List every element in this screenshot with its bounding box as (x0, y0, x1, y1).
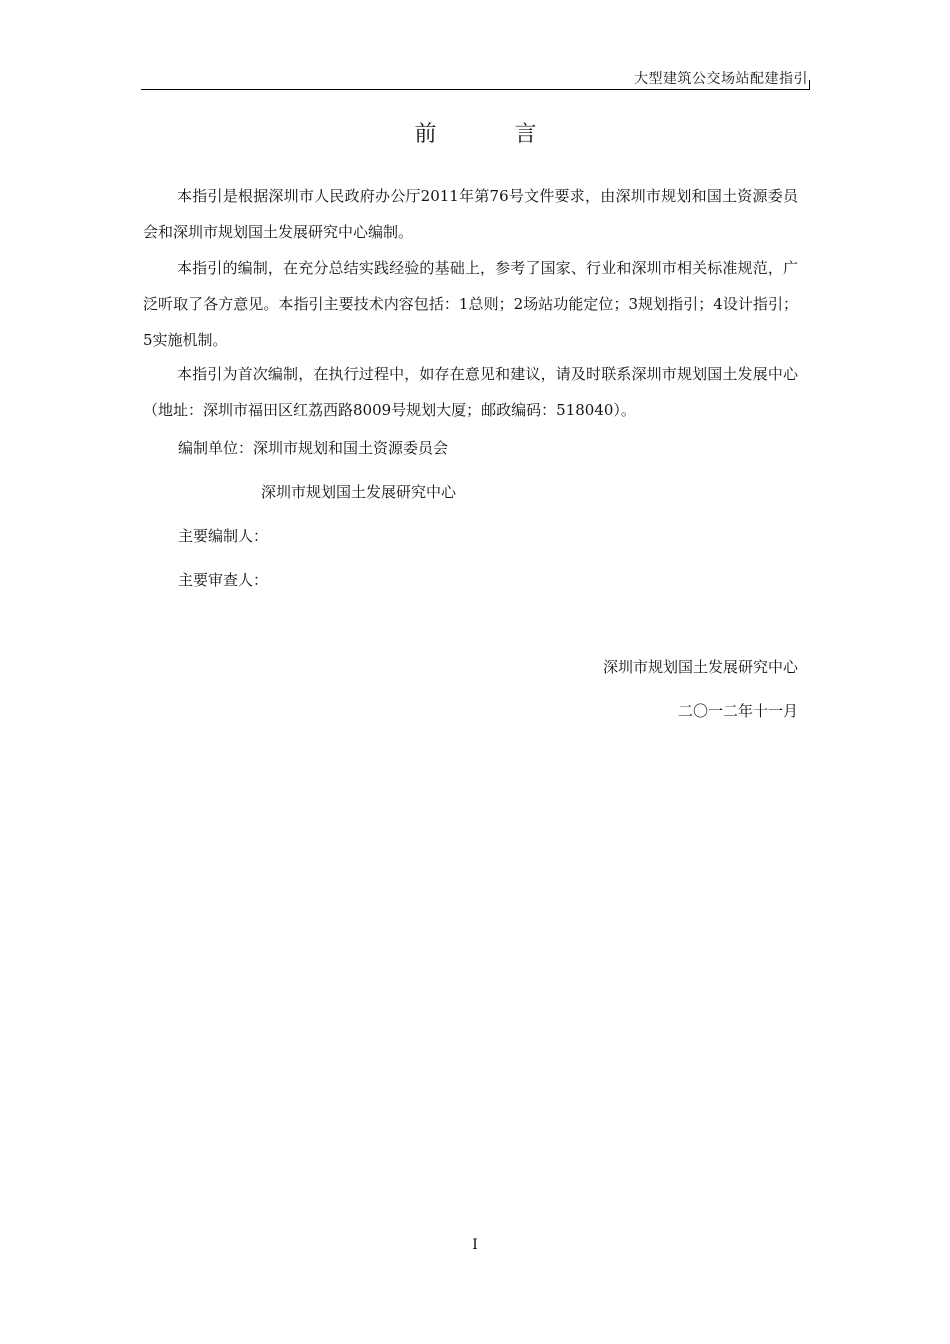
signature-date: 二〇一二年十一月 (677, 702, 798, 720)
preface-paragraph-2: 本指引的编制，在充分总结实践经验的基础上，参考了国家、行业和深圳市相关标准规范，广泛听取了各方意见。本指引主要技术内容包括：1总则；2场站功能定位；3规划指引；4设计指引；5实施机制。 (143, 259, 798, 349)
chief-editors-label: 主要编制人： (178, 527, 269, 545)
preface-paragraph-3: 本指引为首次编制，在执行过程中，如存在意见和建议，请及时联系深圳市规划国土发展中心（地址：深圳市福田区红荔西路8009号规划大厦；邮政编码：518040）。 (143, 365, 798, 419)
preface-paragraph-1: 本指引是根据深圳市人民政府办公厅2011年第76号文件要求，由深圳市规划和国土资源委员会和深圳市规划国土发展研究中心编制。 (143, 187, 798, 241)
header-rule (141, 89, 810, 90)
chief-reviewers-label: 主要审查人： (178, 571, 269, 589)
compiling-unit-line-2: 深圳市规划国土发展研究中心 (261, 483, 457, 501)
signature-organization: 深圳市规划国土发展研究中心 (602, 658, 798, 676)
page-title: 前 言 (414, 122, 565, 147)
compiling-unit-line-1: 编制单位：深圳市规划和国土资源委员会 (178, 439, 449, 457)
header-rule-tick (809, 80, 810, 90)
page-number: I (472, 1237, 478, 1253)
header-document-title: 大型建筑公交场站配建指引 (634, 71, 808, 87)
